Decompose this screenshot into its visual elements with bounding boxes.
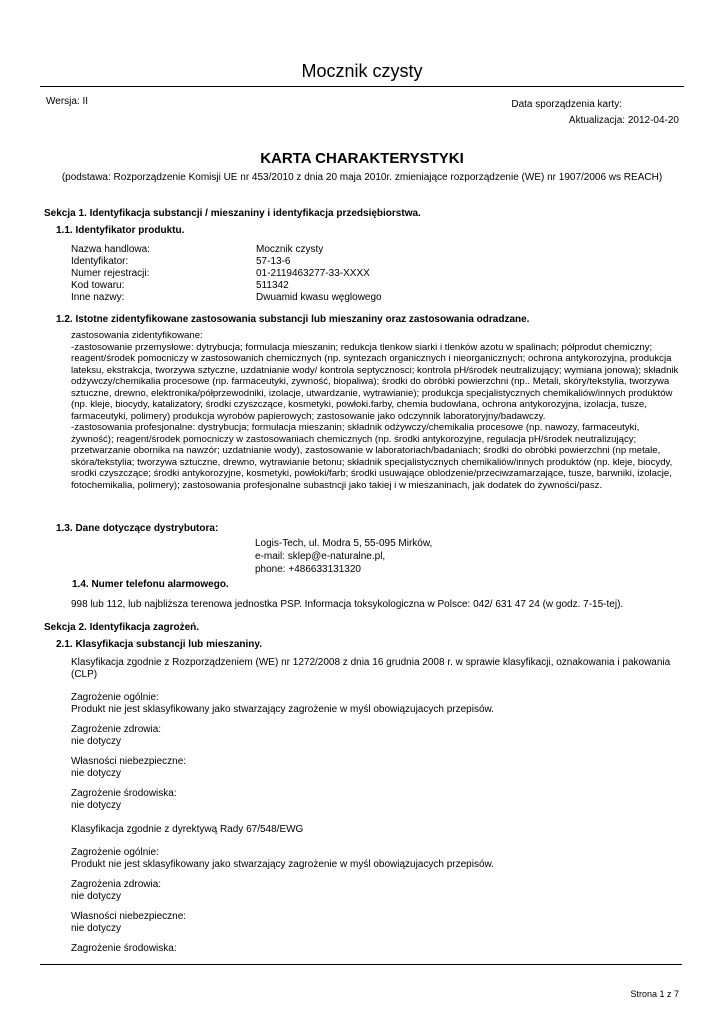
hazard-block — [71, 911, 691, 935]
section-1-4-heading: 1.4. Numer telefonu alarmowego. — [72, 579, 229, 590]
hazard-text: nie dotyczy — [71, 736, 122, 747]
hazard-text: nie dotyczy — [71, 768, 122, 779]
identifier-row — [71, 268, 382, 280]
hazard-label: Zagrożenie środowiska: — [71, 943, 177, 954]
hazard-block — [71, 879, 691, 903]
hazard-text: nie dotyczy — [71, 891, 122, 902]
legal-basis: (podstawa: Rozporządzenie Komisji UE nr 453/2010 z dnia 20 maja 2010r. zmieniające rozporządzenie (WE) nr 1907/2006 ws REACH) — [61, 172, 663, 183]
identifier-value: 57-13-6 — [256, 256, 291, 267]
hazard-block — [71, 724, 691, 748]
identifier-list — [71, 244, 382, 304]
directive-classification: Klasyfikacja zgodnie z dyrektywą Rady 67/548/EWG — [71, 824, 304, 835]
section2-heading: Sekcja 2. Identyfikacja zagrożeń. — [44, 622, 200, 633]
hazard-block — [71, 692, 691, 716]
hazard-label: Zagrożenie ogólnie: — [71, 847, 159, 858]
identifier-key: Numer rejestracji: — [71, 268, 150, 279]
hazard-text: Produkt nie jest sklasyfikowany jako stwarzający zagrożenie w myśl obowiązujacych przepisów. — [71, 859, 494, 870]
version-label: Wersja: II — [46, 96, 89, 107]
classification-content — [71, 657, 691, 955]
identifier-value: Mocznik czysty — [256, 244, 324, 255]
header-divider — [40, 86, 684, 87]
section-1-3-heading: 1.3. Dane dotyczące dystrybutora: — [56, 523, 219, 534]
hazard-block — [71, 788, 691, 812]
hazard-text: nie dotyczy — [71, 923, 122, 934]
hazard-text: Produkt nie jest sklasyfikowany jako stwarzający zagrożenie w myśl obowiązujacych przepisów. — [71, 704, 494, 715]
identifier-key: Nazwa handlowa: — [71, 244, 150, 255]
hazard-label: Zagrożenia zdrowia: — [71, 879, 162, 890]
page-number: Strona 1 z 7 — [630, 989, 679, 999]
identifier-row — [71, 256, 382, 268]
identifier-value: 01-2119463277-33-XXXX — [256, 268, 370, 279]
identifier-key: Inne nazwy: — [71, 292, 125, 303]
hazard-label: Zagrożenie ogólnie: — [71, 692, 159, 703]
section-1-1-heading: 1.1. Identyfikator produktu. — [56, 225, 185, 236]
document-title: Mocznik czysty — [301, 61, 423, 81]
section1-heading: Sekcja 1. Identyfikacja substancji / mieszaniny i identyfikacja przedsiębiorstwa. — [44, 208, 421, 219]
distributor-phone: phone: +486633131320 — [255, 564, 361, 575]
hazard-label: Zagrożenie zdrowia: — [71, 724, 162, 735]
hazard-label: Zagrożenie środowiska: — [71, 788, 177, 799]
section-2-1-heading: 2.1. Klasyfikacja substancji lub mieszaniny. — [56, 639, 263, 650]
date-created-label: Data sporządzenia karty: — [511, 99, 622, 110]
identifier-value: Dwuamid kwasu węglowego — [256, 292, 382, 303]
main-title: KARTA CHARAKTERYSTYKI — [260, 150, 464, 167]
hazard-text: nie dotyczy — [71, 800, 122, 811]
identifier-row — [71, 244, 382, 256]
identified-uses: zastosowania zidentyfikowane: -zastosowanie przemysłowe: dytrybucja; formulacja mieszanin; redukcja tlenkow siarki i tlenków azotu w spalinach; półprodut chemiczny; reagent/środek pomocniczy w zastosowanich chemicznych (np. syntezach organicznych i nieorganicznych; ochrona antykorozyjna, produkcja lateksu, ekstrakcja, tworzywa sztyczne, uzdatnianie wody/ kontrola septycznosci; kontrola pH/środek neutralizujący; wymiana jonowa); składnik odżywczy/chemikalia procesowe (np. farmaceutyki, zywność, biopaliwa); środki do obróbki powierzchni (np.. Metali, skóry/tekstylia, tworzywa sztuczne, drewno, elektronika/półprzewodniki, izolacje, utwardzanie, wytrawianie); produkcja specjalistycznych chemikaliów/innych produktów (np. kleje, biocydy, katalizatory, środki czyszczące, kosmetyki, powłoki.farby, chemia budowlana, ochrona antykorozyjna, izolacja, tusze, farmaceutyki, polimery) produkcja wyrobów papierowych; zastosowanie jako odczynnik laboratoryjny/badawczy. -zastosowania profesjonalne: dystrybucja; formulacja mieszanin; składnik odżywczy/chemikalia procesowe (np. nawozy, farmaceutyki, żywność); reagent/środek pomocniczy w zastosowaniach chemicznych (np. środki antykorozyjne, regulacja pH/środek neutralizujący; przetwarzanie obornika na nawzór; uzdatnianie wody), zastosowanie w laboratoriach/badaniach; środki do obróbki powierzchni (np metale, skóra/tekstylia; tworzywa sztuczne, drewno, wytrawianie betonu; składnik specjalistycznych chemikaliów/innych produktów (np. kleje, biocydy, srodki czyszczące; środki antykorozyjne, kosmetyki, powłoki/farb; środki usuwające oblodzenie/przeciwzamarzające, tusze, barwniki, izolacje, fotochemikalia, polimery); zastosowania profesjonalne subastncji jako takiej i w mieszaninach, jak dodatek do żywności/pasz. — [71, 330, 679, 491]
hazard-label: Własności niebezpieczne: — [71, 911, 187, 922]
update-date: Aktualizacja: 2012-04-20 — [568, 115, 679, 126]
identifier-key: Kod towaru: — [71, 280, 125, 291]
hazard-label: Własności niebezpieczne: — [71, 756, 187, 767]
identifier-row — [71, 280, 382, 292]
distributor-email: e-mail: sklep@e-naturalne.pl, — [255, 551, 386, 562]
identifier-row — [71, 292, 382, 304]
distributor-details — [255, 537, 432, 576]
footer-divider — [40, 964, 682, 965]
emergency-phone: 998 lub 112, lub najbliższa terenowa jednostka PSP. Informacja toksykologiczna w Polsce: 042/ 631 47 24 (w godz. 7-15-tej). — [71, 599, 624, 610]
clp-classification: Klasyfikacja zgodnie z Rozporządzeniem (WE) nr 1272/2008 z dnia 16 grudnia 2008 r. w sprawie klasyfikacji, oznakowania i pakowania (CLP) — [71, 657, 671, 680]
identifier-key: Identyfikator: — [71, 256, 129, 267]
section-1-2-heading: 1.2. Istotne zidentyfikowane zastosowania substancji lub mieszaniny oraz zastosowania odradzane. — [56, 314, 530, 325]
hazard-block — [71, 756, 691, 780]
distributor-address: Logis-Tech, ul. Modra 5, 55-095 Mirków, — [255, 538, 433, 549]
identifier-value: 511342 — [256, 280, 289, 291]
hazard-block — [71, 847, 691, 871]
